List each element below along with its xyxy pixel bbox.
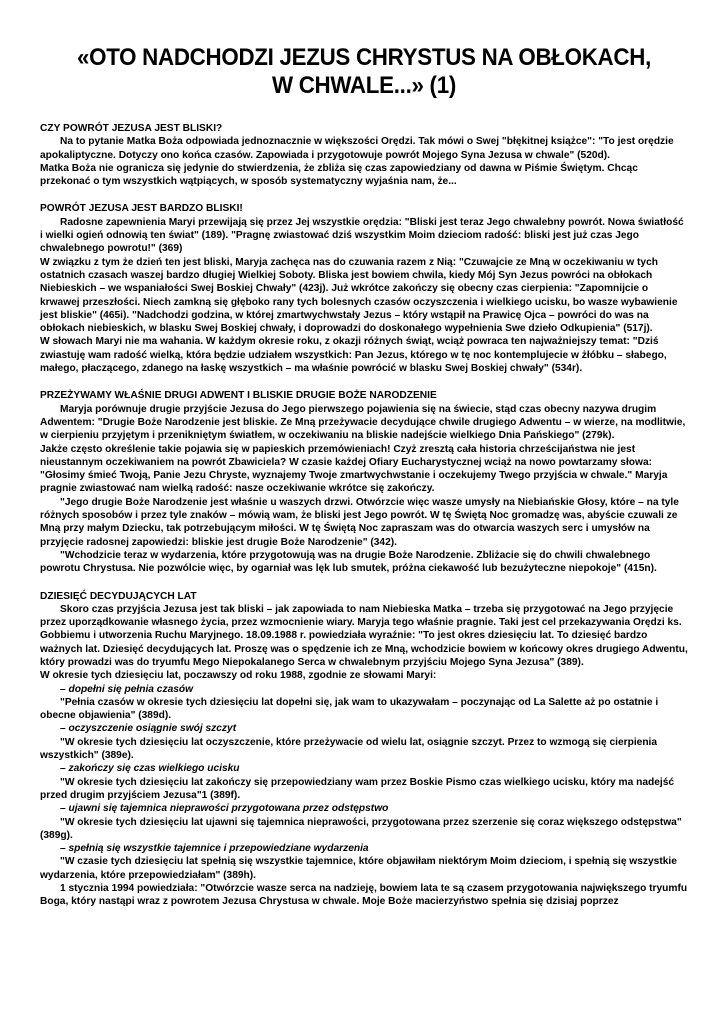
section xyxy=(40,389,688,575)
paragraph: 1 stycznia 1994 powiedziała: "Otwórzcie wasze serca na nadzieję, bowiem lata te są czasem przygotowania największego tryumfu Boga, który nastąpi wraz z powrotem Jezusa Chrystusa w chwale. Moje Boże macierzyństwo spełnia się dzisiaj poprzez xyxy=(40,883,688,908)
document-page xyxy=(40,44,688,923)
paragraph: Jakże często określenie takie pojawia się w papieskich przemówieniach! Czyż zresztą cała historia chrześcijaństwa nie jest nieustannym oczekiwaniem na powrót Zbawiciela? W czasie każdej Ofiary Eucharystycznej wciąż na nowo powtarzamy słowa: "Głosimy śmieć Twoją, Panie Jezu Chryste, wyznajemy Twoje zmartwychwstanie i oczekujemy Twego przyjścia w chwale." Maryja pragnie zwiastować nam wielką radość: nasze oczekiwanie wkrótce się zakończy. xyxy=(40,443,668,495)
section xyxy=(40,590,688,909)
paragraph: Radosne zapewnienia Maryi przewijają się przez Jej wszystkie orędzia: "Bliski jest teraz Jego chwalebny powrót. Nowa światłość i wielki ogień odnowią ten świat" (189). "Pragnę zwiastować dziś wszystkim Moim dzieciom radość: bliski jest już czas Jego chwalebnego powrotu!" (369) xyxy=(40,216,684,255)
paragraph: "W okresie tych dziesięciu lat oczyszczenie, które przeżywacie od wielu lat, osiągnie szczyt. Przez to wzmogą się cierpienia wszystkich" (389e). xyxy=(40,736,658,762)
paragraph: Maryja porównuje drugie przyjście Jezusa do Jego pierwszego pojawienia się na świecie, stąd czas obecny nazywa drugim Adwentem: "Drugie Boże Narodzenie jest bliskie. Ze Mną przeżywacie decydujące chwile drugiego Adwentu – w wierze, na modlitwie, w cierpieniu przyjętym i przenikniętym światłem, w oczekiwaniu na bliskie nadejście wielkiego Dnia Pańskiego" (279k). xyxy=(40,403,686,442)
subheading: – zakończy się czas wielkiego ucisku xyxy=(60,763,240,775)
subheading: – oczyszczenie osiągnie swój szczyt xyxy=(60,723,237,735)
section-heading: PRZEŻYWAMY WŁAŚNIE DRUGI ADWENT I BLISKIE DRUGIE BOŻE NARODZENIE xyxy=(40,390,437,402)
document-title xyxy=(63,44,666,100)
paragraph: "Jego drugie Boże Narodzenie jest właśnie u waszych drzwi. Otwórzcie więc wasze umysły na Niebiańskie Głosy, które – na tyle różnych sposobów i przez tyle znaków – mówią wam, że bliski jest Jego powrót. W tę Świętą Noc gromadzę was, abyście czuwali ze Mną przy małym Dziecku, tak potrzebującym miłości. W tę Świętą Noc zapraszam was do otwarcia waszych serc i umysłów na przyjęcie radosnej zapowiedzi: bliskie jest drugie Boże Narodzenie" (342). xyxy=(40,496,679,548)
title-line-2: W CHWALE...» (1) xyxy=(271,72,457,99)
paragraph: Matka Boża nie ogranicza się jedynie do stwierdzenia, że zbliża się czas zapowiedziany od dawna w Piśmie Świętym. Chcąc przekonać o tym wszystkich wątpiących, w sposób systematyczny wyjaśnia nam, że... xyxy=(40,162,638,188)
paragraph: "Pełnia czasów w okresie tych dziesięciu lat dopełni się, jak wam to ukazywałam – poczynając od La Salette aż po ostatnie i obecne objawienia" (389d). xyxy=(40,696,659,722)
paragraph: Skoro czas przyjścia Jezusa jest tak bliski – jak zapowiada to nam Niebieska Matka – trzeba się przygotować na Jego przyjęcie przez uporządkowanie własnego życia, przez wzmocnienie wiary. Maryja tego właśnie pragnie. Taki jest cel przekazywania Orędzi ks. Gobbiemu i utworzenia Ruchu Maryjnego. 18.09.1988 r. powiedziała wyraźnie: "To jest okres dziesięciu lat. To dziesięć bardzo ważnych lat. Dziesięć decydujących lat. Proszę was o spędzenie ich ze Mną, wchodzicie bowiem w końcowy okres drugiego Adwentu, który prowadzi was do tryumfu Mego Niepokalanego Serca w chwalebnym przyjściu Mojego Syna Jezusa" (389). xyxy=(40,603,688,668)
paragraph: W związku z tym że dzień ten jest bliski, Maryja zachęca nas do czuwania razem z Nią: "Czuwajcie ze Mną w oczekiwaniu w tych ostatnich czasach waszej bardzo długiej Wielkiej Soboty. Bliska jest bowiem chwila, kiedy Mój Syn Jezus powróci na obłokach Niebieskich – we wspaniałości Swej Boskiej Chwały" (423j). Już wkrótce zakończy się obecny czas cierpienia: "Zapomnijcie o krwawej przeszłości. Niech zamkną się głęboko rany tych bolesnych czasów oczyszczenia i wielkiego ucisku, bo wasze wybawienie jest bliskie" (465i). "Nadchodzi godzina, w której zmartwychwstały Jezus – który wstąpił na Prawicę Ojca – powróci do was na obłokach niebieskich, w blasku Swej Boskiej chwały, i doprowadzi do doskonałego wypełnienia Swe dzieło Odkupienia" (517j). xyxy=(40,256,678,335)
paragraph: "W okresie tych dziesięciu lat ujawni się tajemnica nieprawości, przygotowana przez szerzenie się coraz większego odstępstwa" (389g). xyxy=(40,816,682,841)
document-body xyxy=(40,122,688,909)
paragraph: "W czasie tych dziesięciu lat spełnią się wszystkie tajemnice, które objawiłam niektórym Moim dzieciom, i spełnią się wszystkie wydarzenia, które przepowiedziałam" (389h). xyxy=(40,856,677,881)
section-heading: DZIESIĘĆ DECYDUJĄCYCH LAT xyxy=(40,590,197,602)
paragraph: "W okresie tych dziesięciu lat zakończy się przepowiedziany wam przez Boskie Pismo czas wielkiego ucisku, który ma nadejść przed drugim przyjściem Jezusa"1 (389f). xyxy=(40,776,675,801)
section-heading: POWRÓT JEZUSA JEST BARDZO BLISKI! xyxy=(40,203,243,215)
subheading: – ujawni się tajemnica nieprawości przygotowana przez odstępstwo xyxy=(60,803,389,815)
section xyxy=(40,202,688,375)
paragraph: Na to pytanie Matka Boża odpowiada jednoznacznie w większości Orędzi. Tak mówi o Swej "błękitnej książce": "To jest orędzie apokaliptyczne. Dotyczy ono końca czasów. Zapowiada i przygotowuje powrót Mojego Syna Jezusa w chwale" (520d). xyxy=(40,136,674,161)
paragraph: W okresie tych dziesięciu lat, poczawszy od roku 1988, zgodnie ze słowami Maryi: xyxy=(40,670,437,682)
paragraph: W słowach Maryi nie ma wahania. W każdym okresie roku, z okazji różnych świąt, wciąż powraca ten najważniejszy temat: "Dziś zwiastuję wam radość wielką, która będzie udziałem wszystkich: Pan Jezus, którego w tę noc kontemplujecie w żłóbku – słabego, małego, płaczącego, zdanego na łaskę wszystkich – ma właśnie powrócić w blasku Swej Boskiej chwały" (534r). xyxy=(40,336,667,375)
subheading: – dopełni się pełnia czasów xyxy=(60,683,194,695)
subheading: – spełnią się wszystkie tajemnice i przepowiedziane wydarzenia xyxy=(60,843,369,855)
title-line-1: «OTO NADCHODZI JEZUS CHRYSTUS NA OBŁOKACH, xyxy=(76,44,652,71)
section-heading: CZY POWRÓT JEZUSA JEST BLISKI? xyxy=(40,123,223,134)
section xyxy=(40,122,688,188)
paragraph: "Wchodzicie teraz w wydarzenia, które przygotowują was na drugie Boże Narodzenie. Zbliżacie się do chwili chwalebnego powrotu Chrystusa. Nie pozwólcie więc, by ogarniał was lęk lub smutek, próżna ciekawość lub bezużyteczne niepokoje" (415n). xyxy=(40,549,657,575)
